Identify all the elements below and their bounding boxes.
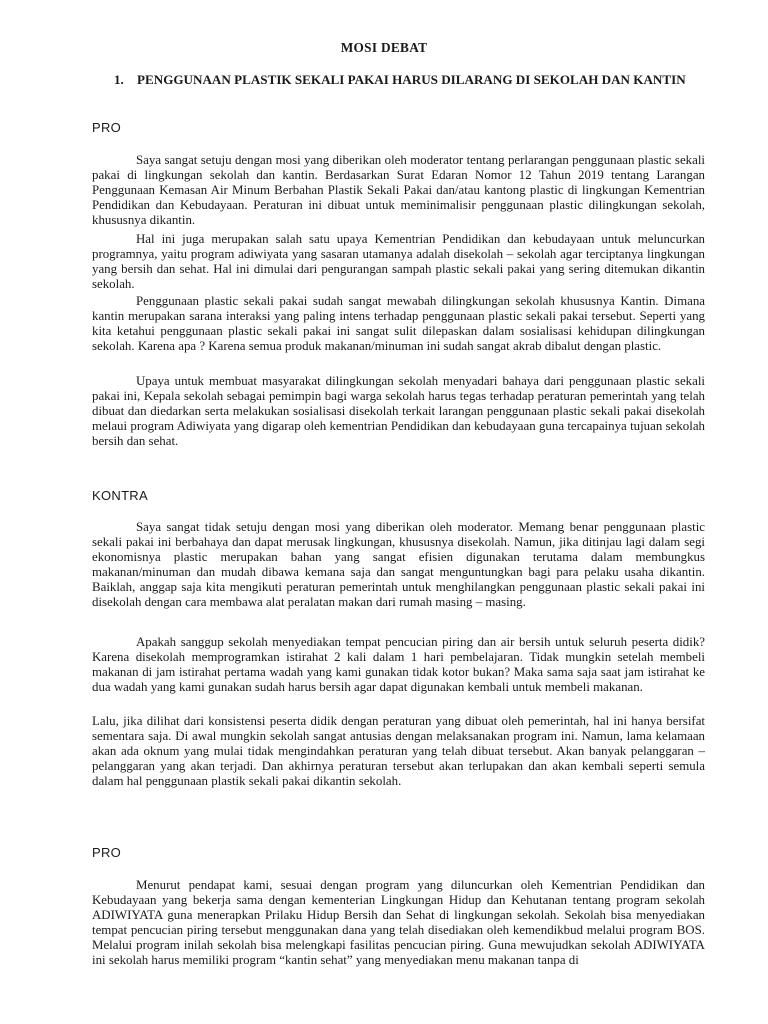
- section-heading-pro-2: PRO: [92, 845, 122, 860]
- pro-paragraph-3: Penggunaan plastic sekali pakai sudah sangat mewabah dilingkungan sekolah khususnya Kantin. Dimana kantin merupakan sarana interaksi yang paling intens terhadap penggunaan plastic sekali pakai tersebut. Seperti yang kita ketahui penggunaan plastic sekali pakai ini sangat sulit dilepaskan dalam sosialisasi kehidupan dilingkungan sekolah. Karena apa ? Karena semua produk makanan/minuman ini sudah sangat akrab dibalut dengan plastic.: [92, 294, 705, 354]
- pro-paragraph-1: Saya sangat setuju dengan mosi yang diberikan oleh moderator tentang perlarangan penggunaan plastic sekali pakai di lingkungan sekolah dan kantin. Berdasarkan Surat Edaran Nomor 12 Tahun 2019 tentang Larangan Penggunaan Kemasan Air Minum Berbahan Plastik Sekali Pakai dan/atau kantong plastic di lingkungan Kementrian Pendidikan dan Kebudayaan. Peraturan ini dibuat untuk meminimalisir penggunaan plastic dilingkungan sekolah, khususnya dikantin.: [92, 153, 705, 228]
- kontra-paragraph-1: Saya sangat tidak setuju dengan mosi yang diberikan oleh moderator. Memang benar penggunaan plastic sekali pakai ini berbahaya dan dapat merusak lingkungan, khususnya disekolah. Namun, jika ditinjau lagi dalam segi ekonomisnya plastic merupakan bahan yang sangat efisien digunakan terutama dalam membungkus makanan/minuman dan mudah dibawa kemana saja dan sangat menguntungkan bagi para pelaku usaha dikantin. Baiklah, anggap saja kita mengikuti peraturan pemerintah untuk menghilangkan penggunaan plastic sekali pakai ini disekolah dengan cara membawa alat peralatan makan dari rumah masing – masing.: [92, 520, 705, 610]
- pro-paragraph-4: Upaya untuk membuat masyarakat dilingkungan sekolah menyadari bahaya dari penggunaan plastic sekali pakai ini, Kepala sekolah sebagai pemimpin bagi warga sekolah harus tegas terhadap peraturan pemerintah yang telah dibuat dan diedarkan serta melakukan sosialisasi disekolah terkait larangan penggunaan plastic sekali pakai disekolah melaui program Adiwiyata yang digarap oleh kementrian Pendidikan dan kebudayaan guna tercapainya tujuan sekolah bersih dan sehat.: [92, 374, 705, 449]
- motion-text: PENGGUNAAN PLASTIK SEKALI PAKAI HARUS DILARANG DI SEKOLAH DAN KANTIN: [137, 72, 686, 87]
- motion-number: 1.: [114, 72, 124, 87]
- section-heading-pro: PRO: [92, 120, 122, 135]
- kontra-paragraph-2: Apakah sanggup sekolah menyediakan tempat pencucian piring dan air bersih untuk seluruh peserta didik? Karena disekolah memprogramkan istirahat 2 kali dalam 1 hari pembelajaran. Tidak mungkin setelah membeli makanan di jam istirahat pertama wadah yang kami gunakan tidak kotor bukan? Maka sama saja saat jam istirahat ke dua wadah yang kami gunakan sudah harus bersih agar dapat digunakan kembali untuk membeli makanan.: [92, 635, 705, 695]
- document-title: MOSI DEBAT: [340, 40, 428, 55]
- section-heading-kontra: KONTRA: [92, 488, 148, 503]
- pro2-paragraph-1: Menurut pendapat kami, sesuai dengan program yang diluncurkan oleh Kementrian Pendidikan dan Kebudayaan yang bekerja sama dengan kementerian Lingkungan Hidup dan Kehutanan tentang program sekolah ADIWIYATA guna menerapkan Prilaku Hidup Bersih dan Sehat di lingkungan sekolah. Sekolah bisa menyediakan tempat pencucian piring tersebut menggunakan dana yang telah disediakan oleh kemendikbud melalui program BOS. Melalui program inilah sekolah bisa melengkapi fasilitas pencucian piring. Guna mewujudkan sekolah ADIWIYATA ini sekolah harus memiliki program “kantin sehat” yang menyediakan menu makanan tanpa di: [92, 878, 705, 968]
- pro-paragraph-2: Hal ini juga merupakan salah satu upaya Kementrian Pendidikan dan kebudayaan untuk meluncurkan programnya, yaitu program adiwiyata yang sasaran utamanya adalah disekolah – sekolah agar terciptanya lingkungan yang bersih dan sehat. Hal ini dimulai dari pengurangan sampah plastic sekali pakai yang sering ditemukan dikantin sekolah.: [92, 232, 705, 292]
- kontra-paragraph-3: Lalu, jika dilihat dari konsistensi peserta didik dengan peraturan yang dibuat oleh pemerintah, hal ini hanya bersifat sementara saja. Di awal mungkin sekolah sangat antusias dengan melaksanakan program ini. Namun, lama kelamaan akan ada oknum yang mulai tidak mengindahkan peraturan yang telah dibuat tersebut. Akan banyak pelanggaran – pelanggaran yang akan terjadi. Dan akhirnya peraturan tersebut akan terlupakan dan akan kembali seperti semula dalam hal penggunaan plastik sekali pakai dikantin sekolah.: [92, 714, 705, 789]
